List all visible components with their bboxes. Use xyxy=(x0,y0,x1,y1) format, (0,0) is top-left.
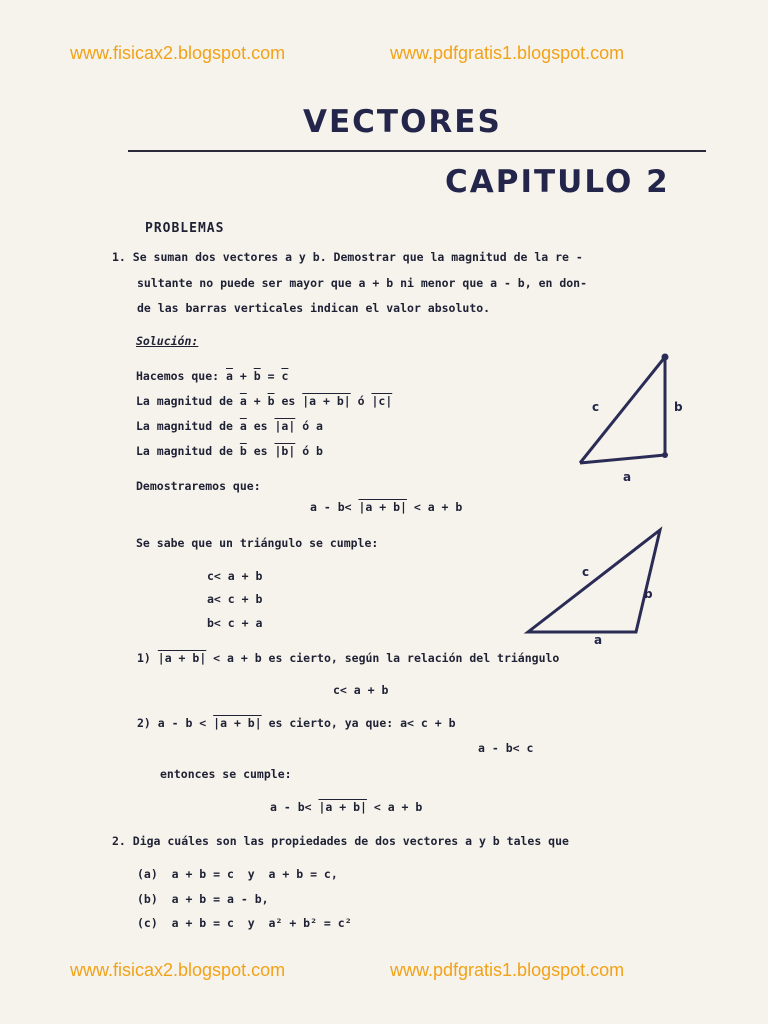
item2-relation: a - b< c xyxy=(478,741,534,755)
magnitude-line-2 xyxy=(136,419,323,433)
title-divider xyxy=(128,150,706,152)
watermark-top-right: www.pdfgratis1.blogspot.com xyxy=(390,43,625,63)
inequality-line xyxy=(310,500,462,514)
hacemos-text: Hacemos que: xyxy=(136,369,227,383)
item1-line xyxy=(137,651,559,665)
triangle-relation-1: c< a + b xyxy=(207,569,263,583)
problem2-line1: 2. Diga cuáles son las propiedades de dos vectores a y b tales que xyxy=(112,834,569,848)
label-a: a xyxy=(623,470,632,484)
magnitude-result: ó a xyxy=(295,419,323,433)
abs-c: |c| xyxy=(371,394,393,408)
abs-sum: |a + b| xyxy=(302,394,351,408)
abs-b: |b| xyxy=(274,444,296,458)
abs-sum: |a + b| xyxy=(213,716,262,730)
solution-label: Solución: xyxy=(136,334,199,348)
vec-b: $\overline{b}$ xyxy=(239,444,247,458)
item1-text: < a + b es cierto, según la relación del triángulo xyxy=(206,651,560,665)
vec-b: $\overline{b}$ xyxy=(267,394,275,408)
abs-a: |a| xyxy=(274,419,296,433)
vec-a: $\overline{a}$ xyxy=(226,369,233,383)
label-c: c xyxy=(582,565,590,579)
problem1-line3: de las barras verticales indican el valor absoluto. xyxy=(137,301,491,315)
problem2-option-a: (a) a + b = c y a + b = c, xyxy=(137,867,338,881)
magnitude-text: La magnitud de xyxy=(136,444,240,458)
inequality-left: a - b< xyxy=(310,500,359,514)
vec-b: $\overline{b}$ xyxy=(253,369,261,383)
watermark-top-left: www.fisicax2.blogspot.com xyxy=(70,43,286,63)
magnitude-text: La magnitud de xyxy=(136,419,240,433)
watermark-bottom-right: www.pdfgratis1.blogspot.com xyxy=(390,960,625,980)
es-text: es xyxy=(246,444,275,458)
label-c: c xyxy=(592,400,600,414)
problem2-option-b: (b) a + b = a - b, xyxy=(137,892,269,906)
magnitude-result: ó b xyxy=(295,444,323,458)
abs-sum: |a + b| xyxy=(358,500,407,514)
triangle-relation-3: b< c + a xyxy=(207,616,263,630)
vec-c: $\overline{c}$ xyxy=(281,369,289,383)
or-text: ó xyxy=(350,394,372,408)
label-b: b xyxy=(674,400,683,414)
watermark-bottom-left: www.fisicax2.blogspot.com xyxy=(70,960,286,980)
triangle-relation-2: a< c + b xyxy=(207,592,263,606)
item1-number: 1) xyxy=(137,651,158,665)
item2-line xyxy=(137,716,456,730)
label-a: a xyxy=(594,633,603,647)
inequality-right: < a + b xyxy=(406,500,463,514)
final-left: a - b< xyxy=(270,800,319,814)
label-b: b xyxy=(644,587,653,601)
magnitude-line-3 xyxy=(136,444,323,458)
plus-sign: + xyxy=(246,394,268,408)
side-a xyxy=(580,455,665,463)
plus-sign: + xyxy=(232,369,254,383)
entonces-text: entonces se cumple: xyxy=(160,767,292,781)
equals-sign: = xyxy=(260,369,282,383)
demostraremos-text: Demostraremos que: xyxy=(136,479,261,493)
vec-a: $\overline{a}$ xyxy=(239,394,247,408)
problem1-line2: sultante no puede ser mayor que a + b ni menor que a - b, en don- xyxy=(137,276,588,290)
magnitude-line-1 xyxy=(136,394,392,408)
vertex-dot xyxy=(662,452,668,458)
abs-sum: |a + b| xyxy=(157,651,207,665)
section-heading: PROBLEMAS xyxy=(145,221,225,236)
page-title: VECTORES xyxy=(303,104,502,140)
hacemos-line xyxy=(136,369,288,383)
es-text: es xyxy=(246,419,275,433)
vector-triangle-diagram xyxy=(570,345,720,485)
vertex-dot xyxy=(662,354,669,361)
abs-sum: |a + b| xyxy=(318,800,367,814)
se-sabe-text: Se sabe que un triángulo se cumple: xyxy=(136,536,379,550)
vec-a: $\overline{a}$ xyxy=(239,419,247,433)
side-triangle-diagram xyxy=(520,520,680,650)
triangle-shape xyxy=(528,530,660,632)
item1-relation: c< a + b xyxy=(333,683,389,697)
item2-text-left: 2) a - b < xyxy=(137,716,214,730)
problem1-line1: 1. Se suman dos vectores a y b. Demostrar que la magnitud de la re - xyxy=(112,250,583,264)
final-inequality xyxy=(270,800,422,814)
magnitude-text: La magnitud de xyxy=(136,394,240,408)
problem2-option-c: (c) a + b = c y a² + b² = c² xyxy=(137,916,352,930)
final-right: < a + b xyxy=(366,800,423,814)
chapter-heading: CAPITULO 2 xyxy=(445,164,670,200)
es-text: es xyxy=(274,394,303,408)
item2-text-right: es cierto, ya que: a< c + b xyxy=(261,716,456,730)
